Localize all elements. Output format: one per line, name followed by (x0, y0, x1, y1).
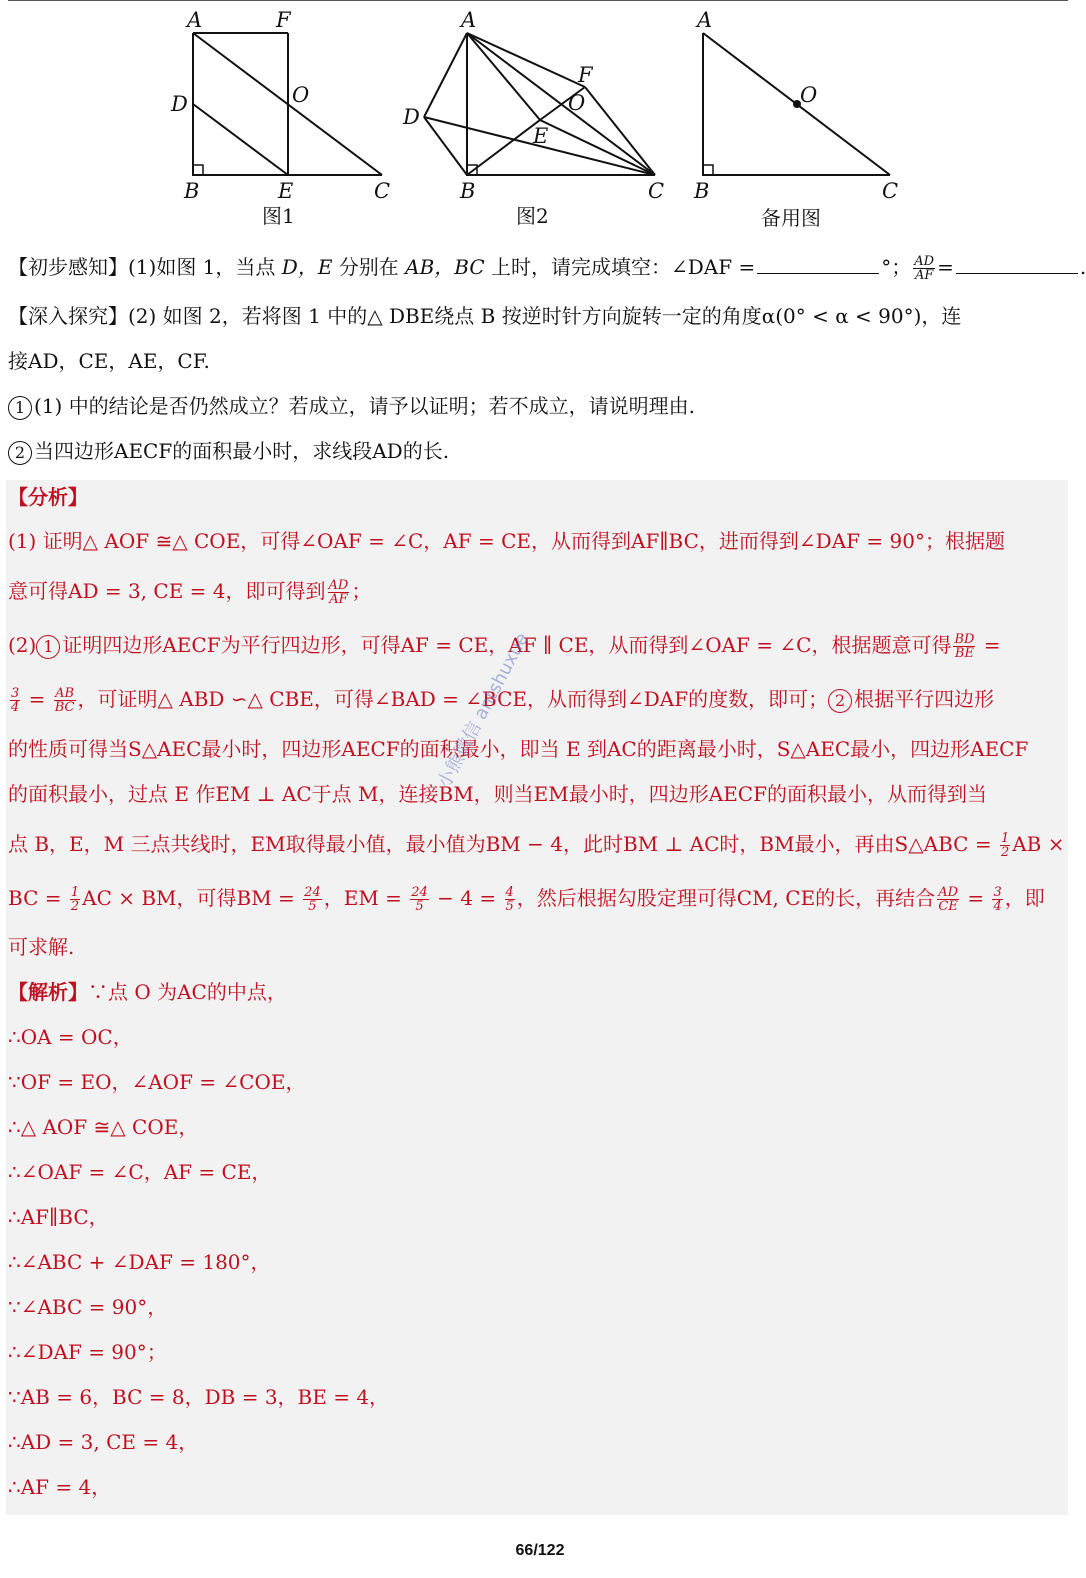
solution-line: ∴AD = 3, CE = 4， (8, 1430, 199, 1454)
solution-title: 【解析】 (8, 980, 88, 1004)
fig2-label-O: O (568, 91, 586, 115)
analysis-line-6: 的面积最小，过点 E 作EM ⊥ AC于点 M，连接BM，则当EM最小时，四边形AECF的面积最小，从而得到当 (8, 782, 987, 806)
analysis-line-7: 点 B，E，M 三点共线时，EM取得最小值，最小值为BM − 4，此时BM ⊥ AC时，BM最小，再由S△ABC = $\frac{1}{2}$ AB × (8, 831, 1065, 860)
solution-line: ∴△ AOF ≅△ COE， (8, 1115, 199, 1139)
fig2-label-E: E (533, 124, 549, 148)
fig1-caption: 图1 (262, 204, 295, 228)
circled-number-1: 1 (36, 635, 60, 659)
question-part2-line1: 【深入探究】(2) 如图 2，若将图 1 中的△ DBE绕点 B 按逆时针方向旋转一定的角度α(0° < α < 90°)，连 (8, 304, 962, 328)
fig2-label-F: F (578, 63, 593, 87)
solution-first-line: 【解析】∵点 O 为AC的中点， (8, 980, 287, 1004)
analysis-line-9: 可求解. (8, 935, 75, 959)
fig1-label-E: E (278, 179, 294, 203)
fig2-caption: 图2 (516, 204, 549, 228)
question-part2-line2: 接AD，CE，AE，CF. (8, 349, 210, 373)
watermark: 小熊微信 antshuxue (433, 629, 534, 792)
geometry-figures (0, 0, 1080, 240)
solution-line: ∴∠DAF = 90°； (8, 1340, 167, 1364)
fig2-label-A: A (461, 8, 477, 32)
analysis-line-8: BC = $\frac{1}{2}$ AC × BM，可得BM = $\frac{24}{5}$ ，EM = $\frac{24}{5}$ − 4 = $\frac{4}{5}$ ，然后根据勾股定理可得CM, CE的长，再结合 $\frac{AD}{CE}$ = $\frac{3}{4}$ ，即 (8, 885, 1045, 914)
fig1-label-D: D (171, 92, 188, 116)
fig3-label-B: B (694, 179, 710, 203)
solution-line: ∴∠ABC + ∠DAF = 180°， (8, 1250, 271, 1274)
question-sub2: 2 当四边形AECF的面积最小时，求线段AD的长. (8, 436, 449, 466)
solution-line: ∴∠OAF = ∠C，AF = CE， (8, 1160, 272, 1184)
circled-number-2: 2 (828, 689, 852, 713)
page-number: 66/122 (515, 1542, 565, 1559)
analysis-line-3: (2) 1 证明四边形AECF为平行四边形，可得AF = CE，AF ∥ CE，从而得到∠OAF = ∠C，根据题意可得 $\frac{BD}{BE}$ = (8, 632, 1001, 661)
figure-2 (424, 33, 655, 175)
solution-line: ∵∠ABC = 90°， (8, 1295, 168, 1319)
solution-line: ∴AF∥BC， (8, 1205, 109, 1229)
solution-line: ∵OF = EO，∠AOF = ∠COE， (8, 1070, 306, 1094)
fraction-ad-af: $\frac{AD}{AF}$ (914, 254, 935, 283)
question-sub1: 1 (1) 中的结论是否仍然成立？若成立，请予以证明；若不成立，请说明理由. (8, 391, 695, 421)
fig1-label-F: F (276, 8, 291, 32)
fig1-label-O: O (292, 83, 310, 107)
answer-blank-ratio[interactable] (956, 255, 1078, 274)
fig1-label-B: B (184, 179, 200, 203)
fig2-label-D: D (403, 105, 420, 129)
analysis-title: 【分析】 (8, 485, 88, 509)
fig3-caption: 备用图 (761, 206, 821, 230)
circled-number-1: 1 (8, 396, 32, 420)
answer-blank-angle[interactable] (757, 255, 879, 274)
figure-1 (193, 33, 382, 175)
solution-line: ∴OA = OC， (8, 1025, 133, 1049)
fig3-label-O: O (800, 83, 818, 107)
fig2-label-B: B (460, 179, 476, 203)
fig1-label-C: C (374, 179, 391, 203)
analysis-line-1: (1) 证明△ AOF ≅△ COE，可得∠OAF = ∠C，AF = CE，从而得到AF∥BC，进而得到∠DAF = 90°；根据题 (8, 529, 1005, 553)
fig3-label-A: A (697, 8, 713, 32)
analysis-line-5: 的性质可得当S△AEC最小时，四边形AECF的面积最小，即当 E 到AC的距离最小时，S△AEC最小，四边形AECF (8, 737, 1029, 761)
circled-number-2: 2 (8, 441, 32, 465)
fig1-label-A: A (187, 8, 203, 32)
analysis-line-2: 意可得AD = 3, CE = 4，即可得到 $\frac{AD}{AF}$ ； (8, 578, 372, 607)
question-part1: 【初步感知】(1)如图 1，当点 D，E 分别在 AB，BC 上时，请完成填空：∠DAF = °； $\frac{AD}{AF}$ = . (8, 254, 1086, 283)
solution-line: ∵AB = 6，BC = 8，DB = 3，BE = 4， (8, 1385, 390, 1409)
solution-line: ∴AF = 4， (8, 1475, 112, 1499)
fig3-label-C: C (882, 179, 899, 203)
analysis-line-4: $\frac{3}{4}$ = $\frac{AB}{BC}$ ，可证明△ ABD ∽△ CBE，可得∠BAD = ∠BCE，从而得到∠DAF的度数，即可； 2 根据平行四边形 (11, 686, 995, 715)
fig2-label-C: C (648, 179, 665, 203)
